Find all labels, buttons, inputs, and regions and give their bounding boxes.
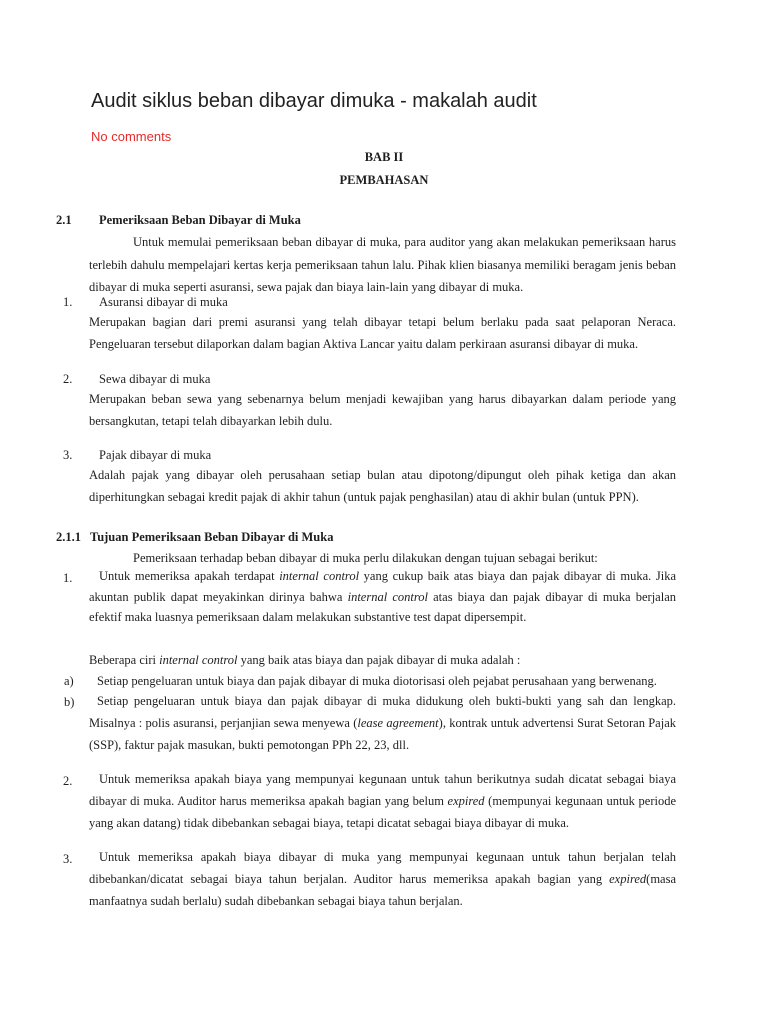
section-heading: Pemeriksaan Beban Dibayar di Muka <box>99 213 301 227</box>
subsection-heading: Tujuan Pemeriksaan Beban Dibayar di Muka <box>90 530 334 544</box>
goal-2-text: Untuk memeriksa apakah biaya yang mempunyai kegunaan untuk tahun berikutnya sudah dicatat sebagai biaya dibayar di muka. Auditor harus memeriksa apakah bagian yang belum expired (mempunyai kegunaan untuk periode yang akan datang) tidak dibebankan sebagai biaya, tetapi dicatat sebagai biaya dibayar di muka. <box>89 772 677 830</box>
comments-link[interactable]: No comments <box>91 129 172 144</box>
subsection-number: 2.1.1 <box>56 530 81 544</box>
term-lease-agreement: lease agreement <box>357 716 439 730</box>
term-expired: expired <box>447 794 485 808</box>
term-internal-control: internal control <box>279 569 360 583</box>
post-title: Audit siklus beban dibayar dimuka - makalah audit <box>91 90 537 112</box>
goal-number: 1. <box>63 571 73 585</box>
item-number: 2. <box>63 372 73 386</box>
item-body: Merupakan beban sewa yang sebenarnya belum menjadi kewajiban yang harus dibayarkan dalam periode yang bersangkutan, tetapi telah dibayarkan lebih dulu. <box>89 392 676 428</box>
goal-1-text: Untuk memeriksa apakah terdapat internal control yang cukup baik atas biaya dan pajak dibayar di muka. Jika akuntan publik dapat meyakinkan dirinya bahwa internal control atas biaya dan pajak dibayar di muka berjalan efektif maka luasnya pemeriksaan dalam melakukan substantive test dapat dipersempit. <box>89 569 677 624</box>
section-number: 2.1 <box>56 213 72 227</box>
chapter-title: PEMBAHASAN <box>339 173 429 187</box>
goal-3-text: Untuk memeriksa apakah biaya dibayar di muka yang mempunyai kegunaan untuk tahun berjalan telah dibebankan/dicatat sebagai biaya tahun berjalan. Auditor harus memeriksa apakah bagian yang expired(masa manfaatnya sudah berlalu) sudah dibebankan sebagai biaya tahun berjalan. <box>89 850 677 908</box>
item-title: Pajak dibayar di muka <box>99 448 212 462</box>
goal-number: 2. <box>63 774 73 788</box>
item-body: Merupakan bagian dari premi asuransi yang telah dibayar tetapi belum berlaku pada saat pelaporan Neraca. Pengeluaran tersebut dilaporkan dalam bagian Aktiva Lancar yaitu dalam perkiraan asuransi dibayar di muka. <box>89 315 676 351</box>
feature-label: b) <box>64 695 75 709</box>
section-intro: Untuk memulai pemeriksaan beban dibayar di muka, para auditor yang akan melakukan pemeriksaan harus terlebih dahulu mempelajari kertas kerja pemeriksaan tahun lalu. Pihak klien biasanya memiliki beragam jenis beban dibayar di muka seperti asuransi, sewa pajak dan biaya lain-lain yang dibayar di muka. <box>89 235 676 294</box>
goal-number: 3. <box>63 852 73 866</box>
item-title: Sewa dibayar di muka <box>99 372 211 386</box>
term-internal-control: internal control <box>347 589 428 604</box>
term-internal-control: internal control <box>159 653 238 667</box>
feature-b-text: Setiap pengeluaran untuk biaya dan pajak dibayar di muka didukung oleh bukti-bukti yang sah dan lengkap. Misalnya : polis asuransi, perjanjian sewa menyewa (lease agreement), kontrak untuk advertensi Surat Setoran Pajak (SSP), faktur pajak masukan, bukti pemotongan PPh 22, 23, dll. <box>89 694 676 752</box>
term-expired: expired <box>609 872 647 886</box>
item-number: 1. <box>63 295 73 309</box>
subsection-intro: Pemeriksaan terhadap beban dibayar di muka perlu dilakukan dengan tujuan sebagai berikut: <box>133 551 598 565</box>
feature-label: a) <box>64 674 74 688</box>
chapter-label: BAB II <box>364 150 404 164</box>
item-number: 3. <box>63 448 73 462</box>
feature-a-text: Setiap pengeluaran untuk biaya dan pajak dibayar di muka diotorisasi oleh pejabat perusahaan yang berwenang. <box>97 674 657 688</box>
item-body: Adalah pajak yang dibayar oleh perusahaan setiap bulan atau dipotong/dipungut oleh pihak ketiga dan akan diperhitungkan sebagai kredit pajak di akhir tahun (untuk pajak penghasilan) atau di akhir bulan (untuk PPN). <box>89 468 676 504</box>
features-intro: Beberapa ciri internal control yang baik atas biaya dan pajak dibayar di muka adalah : <box>89 653 521 667</box>
item-title: Asuransi dibayar di muka <box>99 295 228 309</box>
